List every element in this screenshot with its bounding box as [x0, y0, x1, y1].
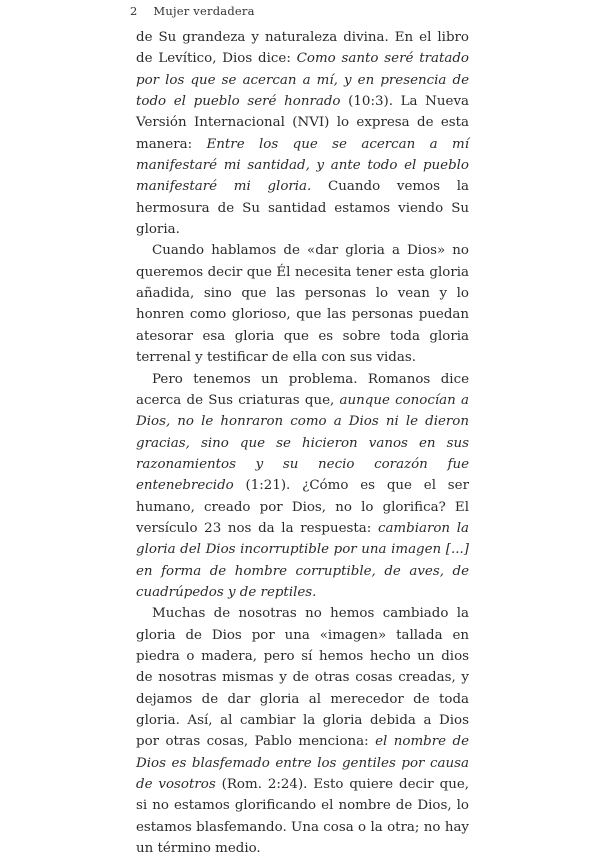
running-header [130, 4, 255, 18]
paragraph [136, 27, 469, 240]
italic-quote: Como santo seré tratado por los que se acercan a mí, y en presencia de todo el pueblo seré honrado [136, 51, 469, 110]
body-text [136, 27, 469, 859]
italic-quote: aunque conocían a Dios, no le honraron como a Dios ni le dieron gracias, sino que se hicieron vanos en sus razonamientos y su necio corazón fue entenebrecido [136, 392, 469, 494]
paragraph [136, 369, 469, 604]
text-run: (10:3). La Nueva Versión Internacional (NVI) lo expresa de esta manera: [136, 94, 469, 152]
text-run: (1:21). ¿Cómo es que el ser humano, creado por Dios, no lo glorifica? El versículo 23 nos da la respuesta: [136, 478, 469, 536]
text-run: Pero tenemos un problema. Romanos dice acerca de Sus criaturas que, [136, 371, 469, 408]
paragraph [136, 603, 469, 859]
page-number: 2 [130, 4, 138, 18]
running-title: Mujer verdadera [153, 4, 255, 18]
italic-quote: cambiaron la gloria del Dios incorruptible por una imagen [...] en forma de hombre corruptible, de aves, de cuadrúpedos y de reptiles. [136, 520, 469, 600]
text-run: de Su grandeza y naturaleza divina. En el libro de Levítico, Dios dice: [136, 30, 469, 67]
paragraph [136, 240, 469, 368]
text-run: Cuando hablamos de «dar gloria a Dios» no queremos decir que Él necesita tener esta gloria añadida, sino que las personas lo vean y lo honren como glorioso, que las personas puedan atesorar esa gloria que es sobre toda gloria terrenal y testificar de ella con sus vidas. [136, 243, 469, 366]
text-run: Cuando vemos la hermosura de Su santidad estamos viendo Su gloria. [136, 179, 469, 238]
italic-quote: Entre los que se acercan a mí manifestaré mi santidad, y ante todo el pueblo manifestaré mi gloria. [136, 136, 469, 195]
italic-quote: el nombre de Dios es blasfemado entre los gentiles por causa de vosotros [136, 734, 469, 793]
text-run: Muchas de nosotras no hemos cambiado la gloria de Dios por una «imagen» tallada en piedra o madera, pero sí hemos hecho un dios de nosotras mismas y de otras cosas creadas, y dejamos de dar gloria al merecedor de toda gloria. Así, al cambiar la gloria debida a Dios por otras cosas, Pablo menciona: [136, 606, 469, 750]
text-run: (Rom. 2:24). Esto quiere decir que, si no estamos glorificando el nombre de Dios, lo estamos blasfemando. Una cosa o la otra; no hay un término medio. [136, 777, 469, 857]
